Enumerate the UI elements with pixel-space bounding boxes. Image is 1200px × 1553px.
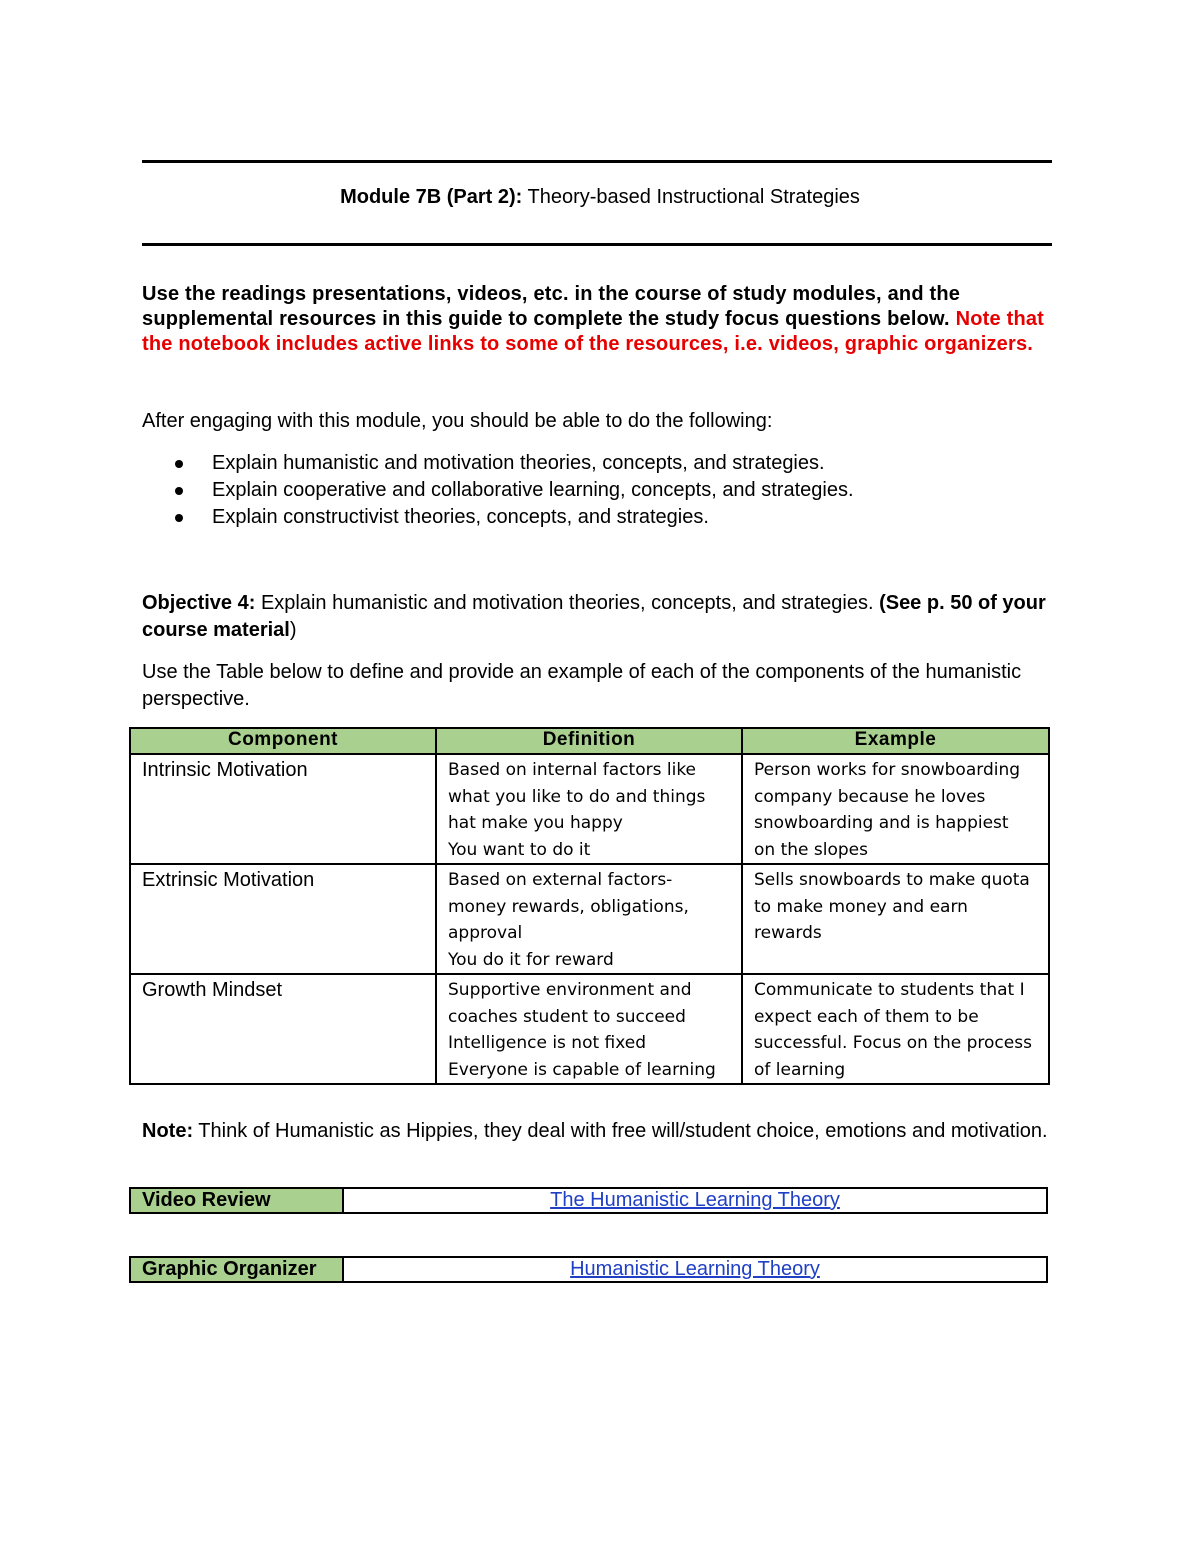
table-instructions: Use the Table below to define and provide an example of each of the components of the humanistic perspective. xyxy=(142,661,1022,710)
objective-reference: (See p. 50 of your course material xyxy=(142,592,1046,641)
column-header-example: Example xyxy=(742,728,1049,754)
intro-instructions xyxy=(142,282,1054,357)
table-row xyxy=(130,974,1049,1084)
table-row xyxy=(130,754,1049,864)
graphic-organizer-link[interactable]: Humanistic Learning Theory xyxy=(570,1258,820,1280)
intro-red-note: Note that the notebook includes active links to some of the resources, i.e. videos, graphic organizers. xyxy=(142,308,1045,355)
outcomes-lead: After engaging with this module, you should be able to do the following: xyxy=(142,410,773,432)
definition-cell: Supportive environment and coaches student to succeed Intelligence is not fixed Everyone is capable of learning xyxy=(436,974,742,1084)
component-cell: Intrinsic Motivation xyxy=(130,754,436,864)
objective-label: Objective 4: xyxy=(142,592,256,614)
component-cell: Growth Mindset xyxy=(130,974,436,1084)
definition-cell: Based on external factors- money rewards, obligations, approval You do it for reward xyxy=(436,864,742,974)
graphic-organizer-row xyxy=(130,1257,1047,1282)
humanistic-note xyxy=(142,1118,1054,1145)
video-review-table xyxy=(129,1187,1048,1214)
bullet-icon xyxy=(175,514,183,522)
bullet-icon xyxy=(175,487,183,495)
video-review-link[interactable]: The Humanistic Learning Theory xyxy=(550,1189,840,1211)
outcome-item: Explain cooperative and collaborative learning, concepts, and strategies. xyxy=(142,477,854,504)
column-header-definition: Definition xyxy=(436,728,742,754)
objective-4: Objective 4: Explain humanistic and motivation theories, concepts, and strategies. (See p. 50 of your course material) xyxy=(142,592,1046,641)
note-text: Think of Humanistic as Hippies, they deal with free will/student choice, emotions and motivation. xyxy=(193,1120,1048,1142)
video-review-cell xyxy=(343,1188,1047,1213)
outcome-item: Explain constructivist theories, concepts, and strategies. xyxy=(142,504,854,531)
component-cell: Extrinsic Motivation xyxy=(130,864,436,974)
table-header-row xyxy=(130,728,1049,754)
example-cell: Person works for snowboarding company because he loves snowboarding and is happiest on the slopes xyxy=(742,754,1049,864)
outcomes-list xyxy=(142,450,854,531)
humanistic-components-table xyxy=(129,727,1050,1085)
column-header-component: Component xyxy=(130,728,436,754)
video-review-label: Video Review xyxy=(130,1188,343,1213)
top-divider xyxy=(142,160,1052,163)
definition-cell: Based on internal factors like what you like to do and things hat make you happy You want to do it xyxy=(436,754,742,864)
objective-text: Explain humanistic and motivation theories, concepts, and strategies. xyxy=(255,592,880,614)
table-row xyxy=(130,864,1049,974)
outcome-item: Explain humanistic and motivation theories, concepts, and strategies. xyxy=(142,450,854,477)
video-review-row xyxy=(130,1188,1047,1213)
module-title-bold: Module 7B (Part 2): xyxy=(340,186,523,208)
module-title xyxy=(0,184,1200,210)
example-cell: Communicate to students that I expect each of them to be successful. Focus on the process of learning xyxy=(742,974,1049,1084)
intro-bold-text: Use the readings presentations, videos, etc. in the course of study modules, and the supplemental resources in this guide to complete the study focus questions below. xyxy=(142,283,961,330)
graphic-organizer-cell xyxy=(343,1257,1047,1282)
bottom-divider xyxy=(142,243,1052,246)
graphic-organizer-label: Graphic Organizer xyxy=(130,1257,343,1282)
module-title-rest: Theory-based Instructional Strategies xyxy=(522,186,860,208)
example-cell: Sells snowboards to make quota to make money and earn rewards xyxy=(742,864,1049,974)
graphic-organizer-table xyxy=(129,1256,1048,1283)
bullet-icon xyxy=(175,460,183,468)
note-label: Note: xyxy=(142,1120,194,1142)
